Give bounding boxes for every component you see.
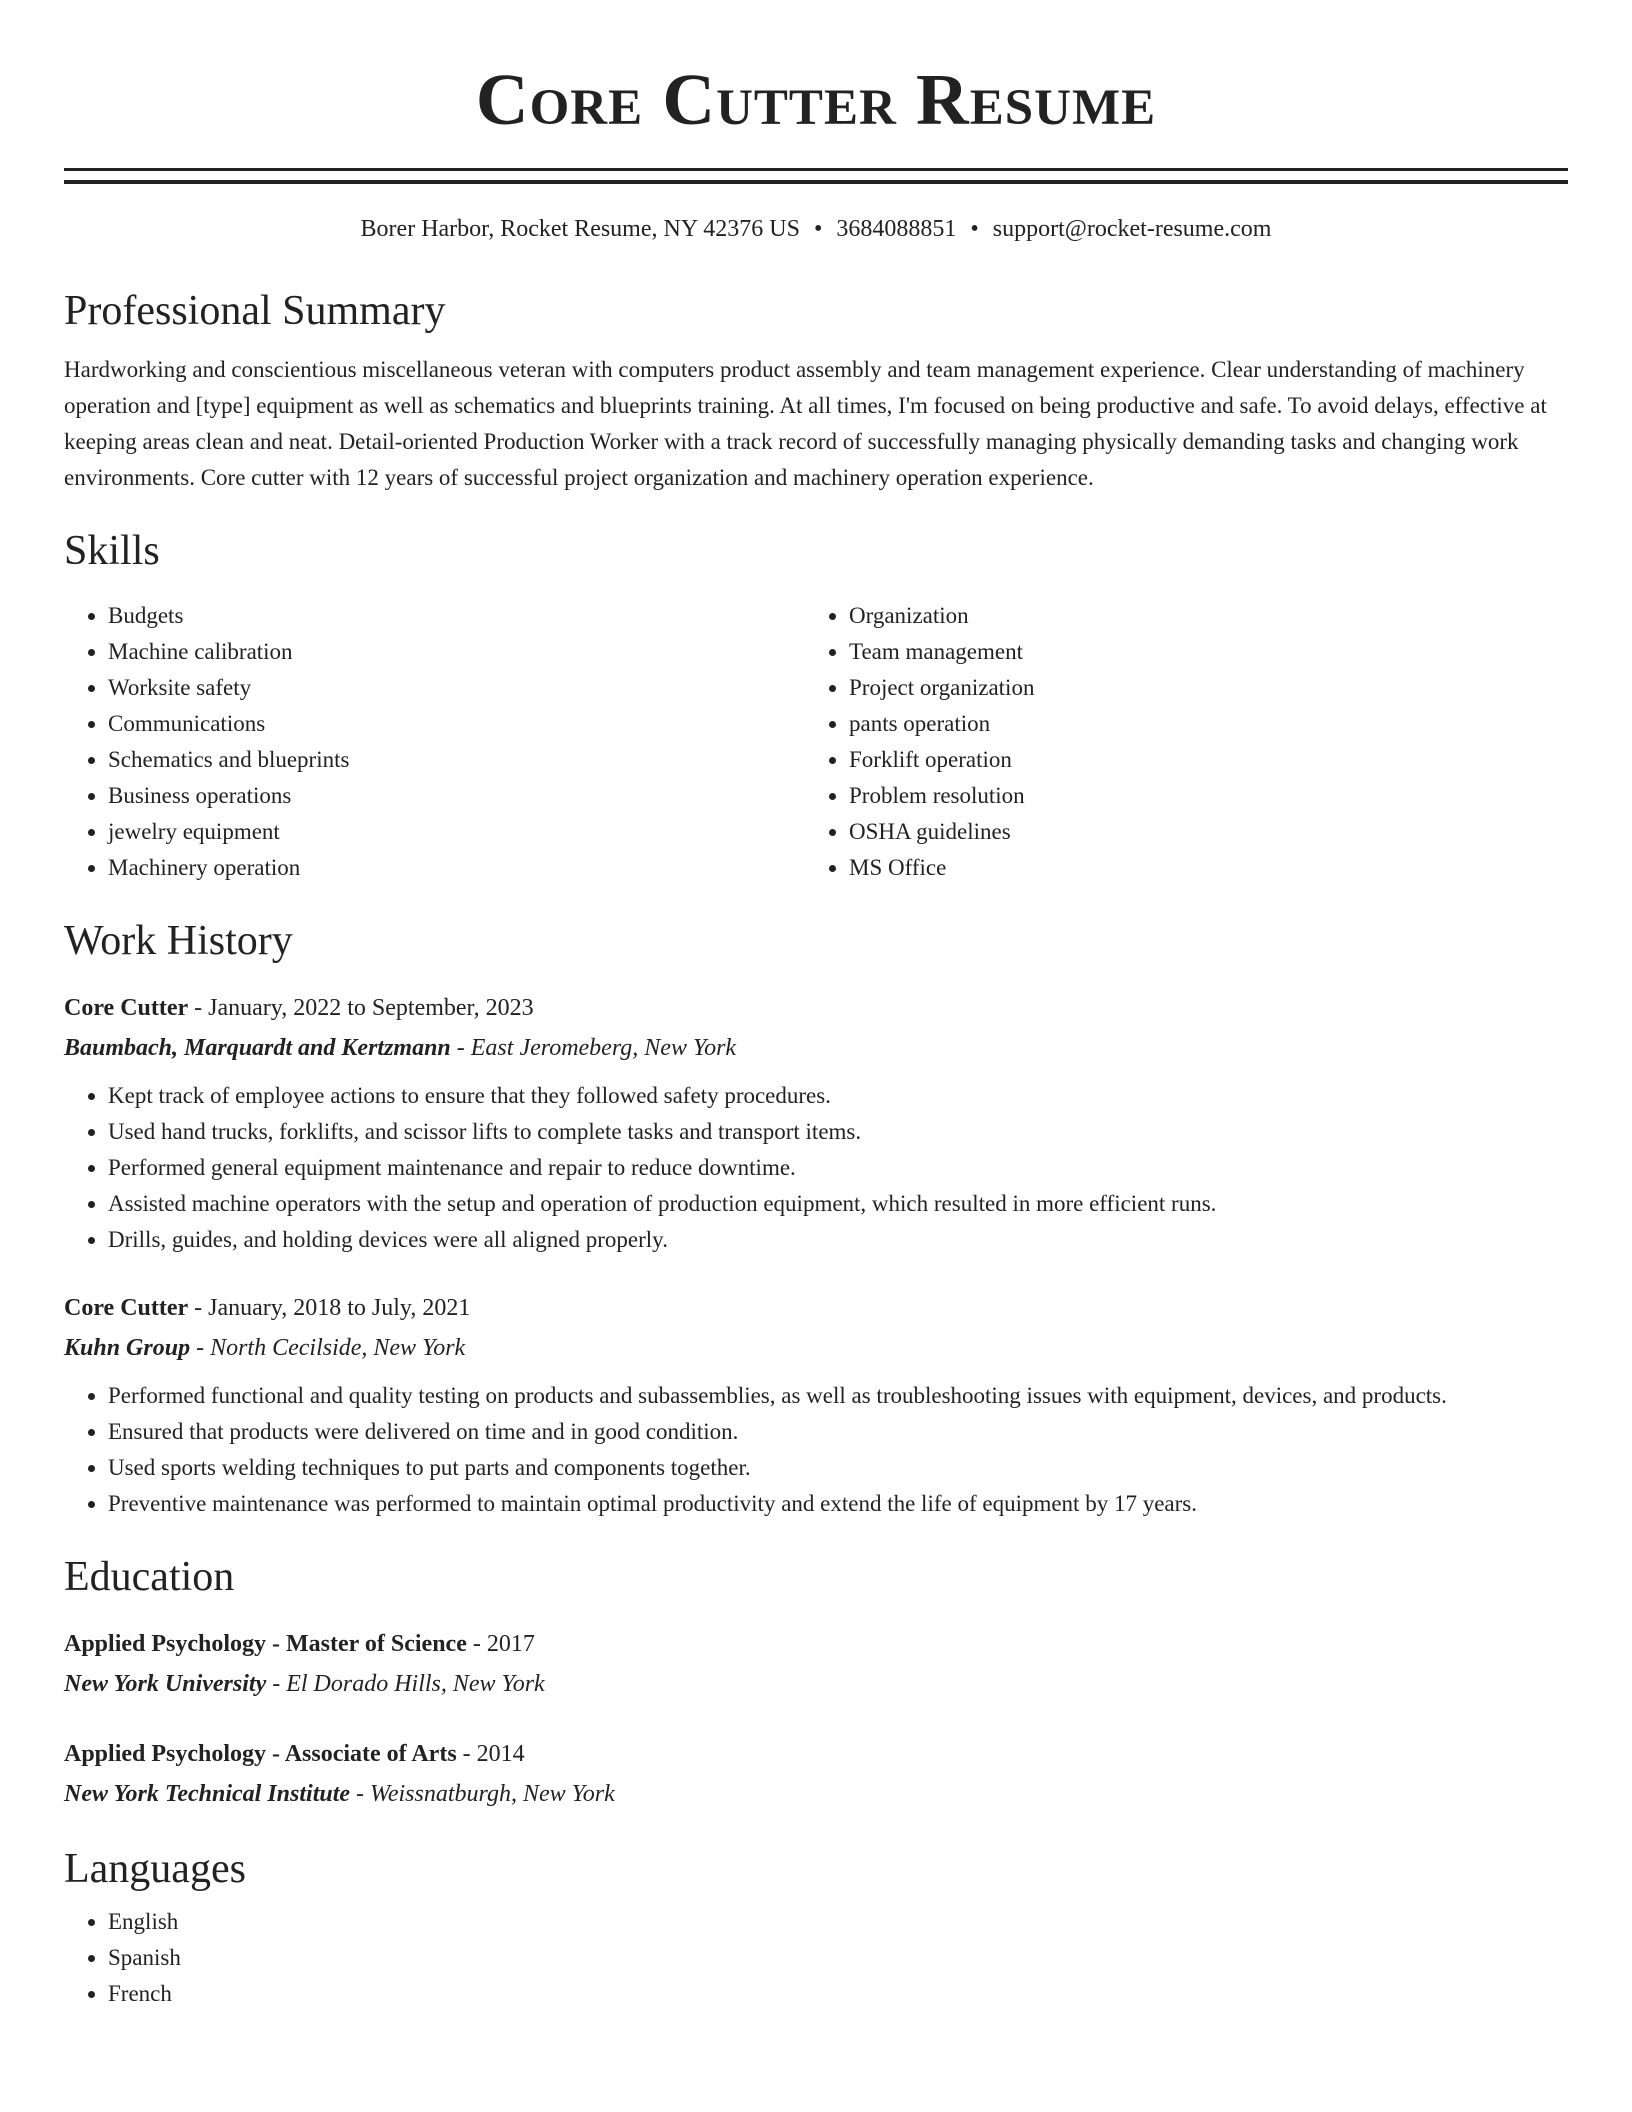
job-title: Core Cutter — [64, 1295, 189, 1321]
contact-address: Borer Harbor, Rocket Resume, NY 42376 US — [360, 216, 800, 242]
work-history-heading: Work History — [64, 918, 293, 964]
education-year: - 2017 — [466, 1631, 535, 1657]
education-degree: Applied Psychology - Associate of Arts — [64, 1741, 457, 1767]
skill-item: • Worksite safety — [108, 670, 805, 706]
job-location: - North Cecilside, New York — [190, 1335, 466, 1361]
skill-item: • Organization — [849, 598, 1568, 634]
skills-left-column — [64, 598, 805, 886]
skills-heading: Skills — [64, 528, 160, 574]
skill-item: • Budgets — [108, 598, 805, 634]
contact-email[interactable]: support@rocket-resume.com — [992, 216, 1272, 242]
job-company-line — [64, 1328, 1568, 1368]
skill-item: • Forklift operation — [849, 742, 1568, 778]
education-school-line — [64, 1774, 1568, 1814]
job-duty: • Used hand trucks, forklifts, and scissor lifts to complete tasks and transport items. — [108, 1114, 1568, 1150]
job-title-line — [64, 1288, 1568, 1328]
contact-line — [64, 214, 1568, 244]
skills-right-column — [805, 598, 1568, 886]
job-title-line — [64, 988, 1568, 1028]
job-duty: • Used sports welding techniques to put parts and components together. — [108, 1450, 1568, 1486]
contact-separator: • — [970, 216, 979, 242]
job-duties-list — [64, 1078, 1568, 1258]
job-duty: • Drills, guides, and holding devices were all aligned properly. — [108, 1222, 1568, 1258]
job-duty: • Preventive maintenance was performed to maintain optimal productivity and extend the life of equipment by 17 years. — [108, 1486, 1568, 1522]
language-item: • English — [108, 1904, 1568, 1940]
skill-item: • Machinery operation — [108, 850, 805, 886]
education-location: - El Dorado Hills, New York — [266, 1671, 545, 1697]
job-dates: - January, 2018 to July, 2021 — [188, 1295, 471, 1321]
job-company: Baumbach, Marquardt and Kertzmann — [64, 1035, 451, 1061]
skill-item: • Project organization — [849, 670, 1568, 706]
job-duty: • Assisted machine operators with the setup and operation of production equipment, which resulted in more efficient runs. — [108, 1186, 1568, 1222]
education-entry — [64, 1734, 1568, 1814]
job-title: Core Cutter — [64, 995, 189, 1021]
education-degree-line — [64, 1624, 1568, 1664]
skills-columns — [64, 598, 1568, 886]
job-duty: • Performed functional and quality testing on products and subassemblies, as well as troubleshooting issues with equipment, devices, and products. — [108, 1378, 1568, 1414]
education-entry — [64, 1624, 1568, 1704]
skill-item: • Schematics and blueprints — [108, 742, 805, 778]
education-degree-line — [64, 1734, 1568, 1774]
job-duties-list — [64, 1378, 1568, 1522]
skill-item: • pants operation — [849, 706, 1568, 742]
professional-summary-text: Hardworking and conscientious miscellaneous veteran with computers product assembly and team management experience. Clear understanding of machinery operation and [type] equipment as well as schematics and blueprints training. At all times, I'm focused on being productive and safe. To avoid delays, effective at keeping areas clean and neat. Detail-oriented Production Worker with a track record of successfully managing physically demanding tasks and changing work environments. Core cutter with 12 years of successful project organization and machinery operation experience. — [64, 357, 1547, 490]
job-entry — [64, 988, 1568, 1258]
professional-summary-heading: Professional Summary — [64, 288, 446, 334]
education-location: - Weissnatburgh, New York — [350, 1781, 615, 1807]
job-company: Kuhn Group — [64, 1335, 191, 1361]
language-item: • French — [108, 1976, 1568, 2012]
job-location: - East Jeromeberg, New York — [450, 1035, 737, 1061]
languages-heading: Languages — [64, 1846, 246, 1892]
job-duty: • Performed general equipment maintenance and repair to reduce downtime. — [108, 1150, 1568, 1186]
education-school-line — [64, 1664, 1568, 1704]
skill-item: • Team management — [849, 634, 1568, 670]
job-duty: • Kept track of employee actions to ensure that they followed safety procedures. — [108, 1078, 1568, 1114]
job-company-line — [64, 1028, 1568, 1068]
skill-item: • MS Office — [849, 850, 1568, 886]
skill-item: • Machine calibration — [108, 634, 805, 670]
education-year: - 2014 — [456, 1741, 525, 1767]
education-school: New York Technical Institute — [64, 1781, 351, 1807]
education-degree: Applied Psychology - Master of Science — [64, 1631, 467, 1657]
skill-item: • jewelry equipment — [108, 814, 805, 850]
skill-item: • OSHA guidelines — [849, 814, 1568, 850]
job-duty: • Ensured that products were delivered on time and in good condition. — [108, 1414, 1568, 1450]
skill-item: • Business operations — [108, 778, 805, 814]
education-school: New York University — [64, 1671, 267, 1697]
title-double-rule — [64, 168, 1568, 184]
skill-item: • Problem resolution — [849, 778, 1568, 814]
job-entry — [64, 1288, 1568, 1522]
job-dates: - January, 2022 to September, 2023 — [188, 995, 534, 1021]
language-item: • Spanish — [108, 1940, 1568, 1976]
skill-item: • Communications — [108, 706, 805, 742]
education-heading: Education — [64, 1554, 235, 1600]
contact-separator: • — [813, 216, 823, 242]
languages-list — [64, 1904, 1568, 2012]
contact-phone[interactable]: 3684088851 — [836, 216, 957, 242]
resume-title: Core Cutter Resume — [475, 59, 1157, 140]
